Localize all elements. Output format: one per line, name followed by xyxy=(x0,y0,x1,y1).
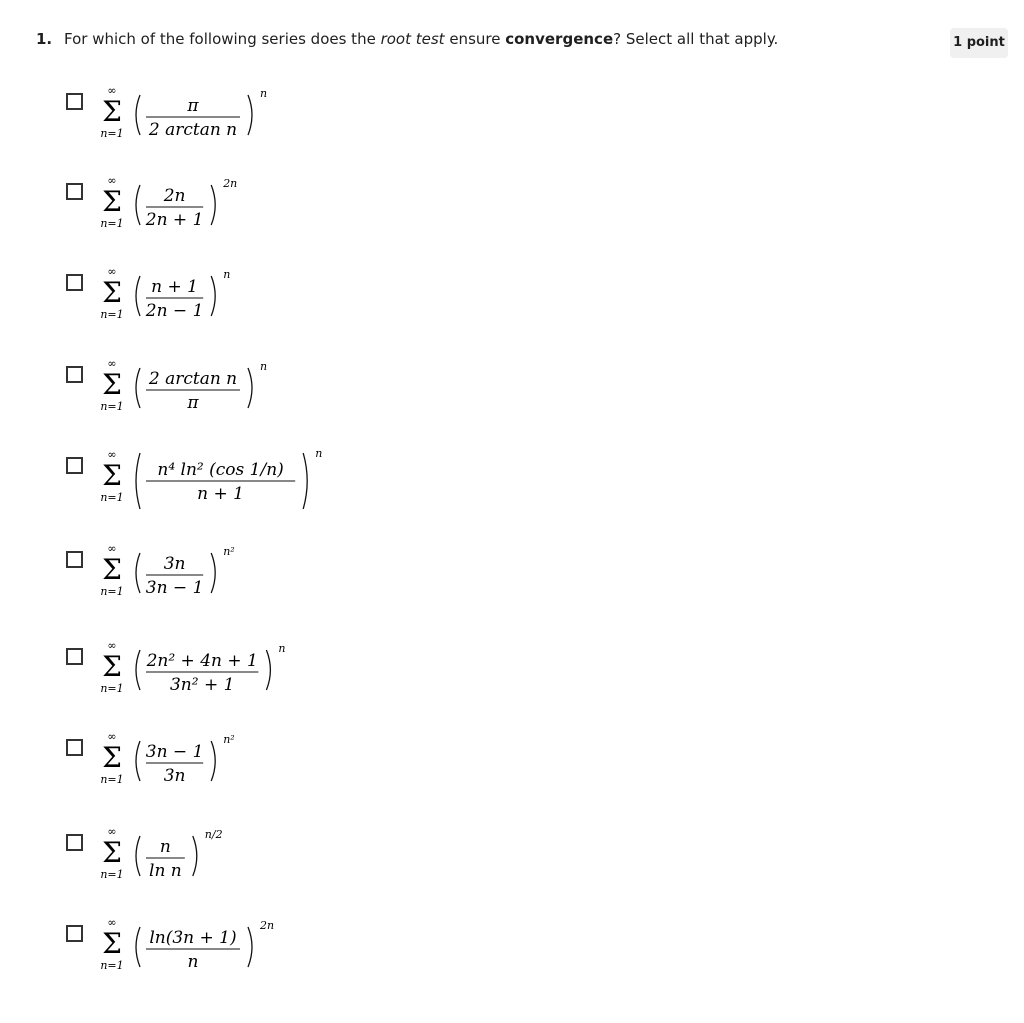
left-paren xyxy=(136,741,140,781)
left-paren xyxy=(136,927,140,967)
question-text-part3: ? Select all that apply. xyxy=(613,30,779,48)
question-text-bold: convergence xyxy=(505,30,614,48)
exponent: n/2 xyxy=(204,828,223,841)
sum-lower-limit: n=1 xyxy=(100,868,124,881)
series-expression xyxy=(92,917,312,1001)
series-expression xyxy=(92,266,312,350)
sigma-symbol: Σ xyxy=(102,185,122,218)
sigma-symbol: Σ xyxy=(102,368,122,401)
points-badge: 1 point xyxy=(950,28,1008,58)
option-8[interactable] xyxy=(66,730,466,815)
option-checkbox[interactable] xyxy=(66,457,83,474)
option-checkbox[interactable] xyxy=(66,739,83,756)
option-5[interactable] xyxy=(66,447,466,533)
series-expression xyxy=(92,175,312,259)
left-paren xyxy=(136,95,140,135)
fraction-denominator: n + 1 xyxy=(197,484,245,504)
left-paren xyxy=(136,276,140,316)
right-paren xyxy=(211,276,215,316)
option-checkbox[interactable] xyxy=(66,366,83,383)
fraction-denominator: ln n xyxy=(149,861,182,881)
option-2[interactable] xyxy=(66,174,466,259)
sum-lower-limit: n=1 xyxy=(100,127,124,140)
exponent: n xyxy=(278,642,286,655)
fraction-denominator: 2n + 1 xyxy=(145,210,204,230)
sum-upper-limit: ∞ xyxy=(107,542,117,555)
sum-upper-limit: ∞ xyxy=(107,357,117,370)
option-1[interactable] xyxy=(66,84,466,169)
fraction-numerator: n xyxy=(159,837,171,857)
sigma-symbol: Σ xyxy=(102,95,122,128)
left-paren xyxy=(136,368,140,408)
fraction-denominator: 2n − 1 xyxy=(145,301,204,321)
exponent: n xyxy=(315,447,323,460)
series-expression xyxy=(92,85,312,169)
sum-lower-limit: n=1 xyxy=(100,491,124,504)
series-expression xyxy=(92,731,312,815)
option-checkbox[interactable] xyxy=(66,925,83,942)
series-expression xyxy=(92,640,312,724)
sum-upper-limit: ∞ xyxy=(107,916,117,929)
series-expression xyxy=(92,826,312,910)
option-6[interactable] xyxy=(66,542,466,627)
fraction-numerator: 2n² + 4n + 1 xyxy=(146,651,258,671)
left-paren xyxy=(136,650,140,690)
option-checkbox[interactable] xyxy=(66,274,83,291)
fraction-numerator: n⁴ ln² (cos 1/n) xyxy=(157,460,284,480)
fraction-numerator: 2n xyxy=(163,186,186,206)
fraction-numerator: π xyxy=(187,96,199,116)
left-paren xyxy=(136,836,140,876)
exponent: n² xyxy=(223,733,235,746)
sigma-symbol: Σ xyxy=(102,459,122,492)
sigma-symbol: Σ xyxy=(102,650,122,683)
sum-upper-limit: ∞ xyxy=(107,730,117,743)
fraction-denominator: 3n − 1 xyxy=(145,578,204,598)
question-number: 1. xyxy=(36,30,53,48)
sum-lower-limit: n=1 xyxy=(100,400,124,413)
exponent: n xyxy=(223,268,231,281)
fraction-numerator: 3n xyxy=(163,554,186,574)
option-checkbox[interactable] xyxy=(66,648,83,665)
left-paren xyxy=(136,453,140,509)
exponent: n xyxy=(260,87,268,100)
sigma-symbol: Σ xyxy=(102,927,122,960)
fraction-denominator: n xyxy=(187,952,199,972)
exponent: 2n xyxy=(223,177,238,190)
sum-lower-limit: n=1 xyxy=(100,585,124,598)
series-expression xyxy=(92,543,312,627)
option-4[interactable] xyxy=(66,357,466,442)
series-expression xyxy=(92,447,323,533)
right-paren xyxy=(211,553,215,593)
option-checkbox[interactable] xyxy=(66,834,83,851)
fraction-denominator: 3n xyxy=(163,766,186,786)
right-paren xyxy=(248,95,252,135)
option-checkbox[interactable] xyxy=(66,183,83,200)
question-text xyxy=(64,30,778,48)
fraction-denominator: 2 arctan n xyxy=(148,120,238,140)
sum-upper-limit: ∞ xyxy=(107,448,117,461)
sigma-symbol: Σ xyxy=(102,836,122,869)
question-text-part1: For which of the following series does the xyxy=(64,30,381,48)
fraction-numerator: 2 arctan n xyxy=(148,369,238,389)
exponent: 2n xyxy=(260,919,275,932)
sum-upper-limit: ∞ xyxy=(107,174,117,187)
series-expression xyxy=(92,358,312,442)
right-paren xyxy=(248,927,252,967)
sum-upper-limit: ∞ xyxy=(107,265,117,278)
option-checkbox[interactable] xyxy=(66,93,83,110)
right-paren xyxy=(211,185,215,225)
question-text-italic: root test xyxy=(380,30,445,48)
sigma-symbol: Σ xyxy=(102,741,122,774)
fraction-denominator: π xyxy=(187,393,199,413)
exponent: n² xyxy=(223,545,235,558)
left-paren xyxy=(136,553,140,593)
right-paren xyxy=(211,741,215,781)
right-paren xyxy=(193,836,197,876)
sum-lower-limit: n=1 xyxy=(100,959,124,972)
sum-upper-limit: ∞ xyxy=(107,639,117,652)
option-3[interactable] xyxy=(66,265,466,350)
sigma-symbol: Σ xyxy=(102,276,122,309)
sigma-symbol: Σ xyxy=(102,553,122,586)
right-paren xyxy=(303,453,307,509)
sum-lower-limit: n=1 xyxy=(100,217,124,230)
fraction-numerator: n + 1 xyxy=(151,277,199,297)
sum-lower-limit: n=1 xyxy=(100,308,124,321)
sum-lower-limit: n=1 xyxy=(100,773,124,786)
sum-lower-limit: n=1 xyxy=(100,682,124,695)
right-paren xyxy=(248,368,252,408)
fraction-numerator: ln(3n + 1) xyxy=(149,928,237,948)
option-checkbox[interactable] xyxy=(66,551,83,568)
fraction-denominator: 3n² + 1 xyxy=(169,675,235,695)
fraction-numerator: 3n − 1 xyxy=(145,742,204,762)
sum-upper-limit: ∞ xyxy=(107,84,117,97)
exponent: n xyxy=(260,360,268,373)
option-9[interactable] xyxy=(66,825,466,910)
right-paren xyxy=(266,650,270,690)
sum-upper-limit: ∞ xyxy=(107,825,117,838)
option-10[interactable] xyxy=(66,916,466,1001)
question-text-part2: ensure xyxy=(444,30,506,48)
left-paren xyxy=(136,185,140,225)
option-7[interactable] xyxy=(66,639,466,724)
